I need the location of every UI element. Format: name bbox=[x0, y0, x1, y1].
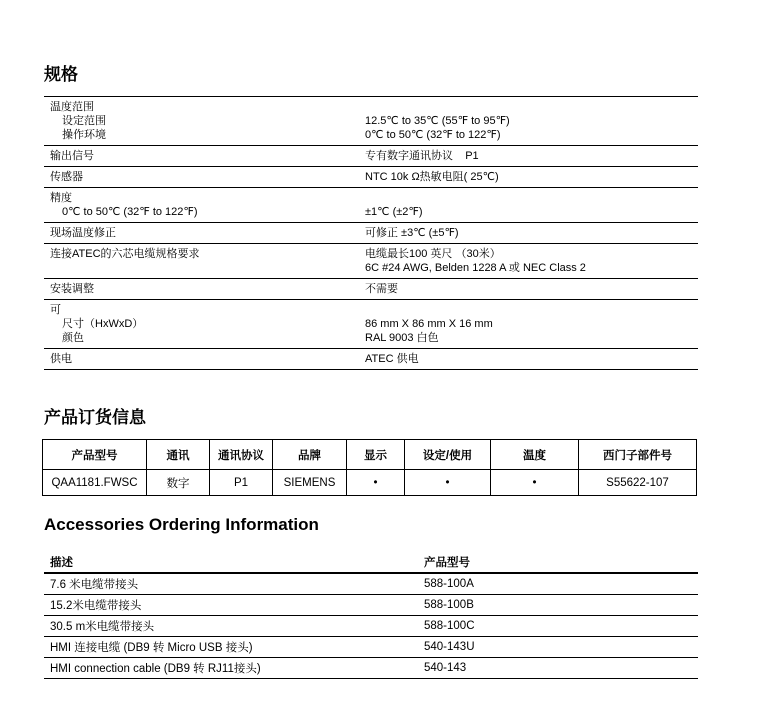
spec-value: 12.5℃ to 35℃ (55℉ to 95℉) bbox=[365, 115, 510, 127]
spec-value: ±1℃ (±2℉) bbox=[365, 206, 423, 218]
header-cell: 产品型号 bbox=[424, 557, 470, 569]
accessory-row bbox=[44, 616, 698, 637]
spec-label: 可 bbox=[50, 304, 61, 316]
header-cell: 品牌 bbox=[273, 440, 347, 470]
accessory-part-number: 540-143 bbox=[424, 662, 467, 674]
table-cell: SIEMENS bbox=[273, 470, 347, 496]
header-cell: 描述 bbox=[50, 557, 73, 569]
accessory-description: HMI 连接电缆 (DB9 转 Micro USB 接头) bbox=[50, 642, 253, 654]
spec-sublabel: 颜色 bbox=[62, 332, 84, 344]
spec-label: 传感器 bbox=[50, 171, 83, 183]
spec-row-cable bbox=[44, 244, 698, 279]
header-cell: 西门子部件号 bbox=[579, 440, 697, 470]
accessory-description: HMI connection cable (DB9 转 RJ11接头) bbox=[50, 663, 261, 675]
spec-value: 不需要 bbox=[365, 283, 398, 295]
accessory-description: 15.2米电缆带接头 bbox=[50, 600, 142, 612]
accessory-row bbox=[44, 637, 698, 658]
table-cell: P1 bbox=[210, 470, 273, 496]
ordering-table bbox=[42, 439, 697, 496]
ordering-data-row bbox=[43, 470, 697, 496]
spec-value: 6C #24 AWG, Belden 1228 A 或 NEC Class 2 bbox=[365, 262, 586, 274]
spec-row-accuracy bbox=[44, 188, 698, 223]
header-cell: 温度 bbox=[491, 440, 579, 470]
spec-value: NTC 10k Ω热敏电阻( 25℃) bbox=[365, 171, 499, 183]
accessory-row bbox=[44, 595, 698, 616]
table-cell: • bbox=[405, 470, 491, 496]
header-cell: 通讯 bbox=[147, 440, 210, 470]
accessory-part-number: 540-143U bbox=[424, 641, 475, 653]
header-cell: 通讯协议 bbox=[210, 440, 273, 470]
accessory-part-number: 588-100C bbox=[424, 620, 475, 632]
spec-row-install bbox=[44, 279, 698, 300]
accessories-title: Accessories Ordering Information bbox=[44, 515, 319, 534]
ordering-header-row bbox=[43, 440, 697, 470]
header-cell: 产品型号 bbox=[43, 440, 147, 470]
spec-sublabel: 0℃ to 50℃ (32℉ to 122℉) bbox=[62, 206, 198, 218]
spec-sublabel: 尺寸（HxWxD） bbox=[62, 318, 144, 330]
spec-label: 现场温度修正 bbox=[50, 227, 116, 239]
spec-value: 86 mm X 86 mm X 16 mm bbox=[365, 318, 493, 330]
table-cell: • bbox=[491, 470, 579, 496]
spec-row-output-signal bbox=[44, 146, 698, 167]
accessory-part-number: 588-100B bbox=[424, 599, 474, 611]
spec-row-offset bbox=[44, 223, 698, 244]
spec-value: RAL 9003 白色 bbox=[365, 332, 439, 344]
accessory-part-number: 588-100A bbox=[424, 578, 474, 590]
spec-label: 供电 bbox=[50, 353, 72, 365]
accessory-row bbox=[44, 658, 698, 679]
accessory-row bbox=[44, 574, 698, 595]
ordering-title: 产品订货信息 bbox=[44, 408, 146, 427]
accessories-header-row bbox=[44, 552, 698, 574]
spec-label: 精度 bbox=[50, 192, 72, 204]
table-cell: S55622-107 bbox=[579, 470, 697, 496]
spec-row-dimensions bbox=[44, 300, 698, 349]
header-cell: 设定/使用 bbox=[405, 440, 491, 470]
spec-label: 温度范围 bbox=[50, 101, 94, 113]
spec-label: 安装调整 bbox=[50, 283, 94, 295]
table-cell: • bbox=[347, 470, 405, 496]
accessory-description: 7.6 米电缆带接头 bbox=[50, 579, 139, 591]
spec-sublabel: 操作环境 bbox=[62, 129, 106, 141]
spec-label: 连接ATEC的六芯电缆规格要求 bbox=[50, 248, 200, 260]
table-cell: QAA1181.FWSC bbox=[43, 470, 147, 496]
spec-value: 电缆最长100 英尺 （30米） bbox=[365, 248, 501, 260]
spec-value: 专有数字通讯协议 P1 bbox=[365, 150, 479, 162]
accessory-description: 30.5 m米电缆带接头 bbox=[50, 621, 155, 633]
header-cell: 显示 bbox=[347, 440, 405, 470]
table-cell: 数字 bbox=[147, 470, 210, 496]
spec-value: 可修正 ±3℃ (±5℉) bbox=[365, 227, 459, 239]
accessories-table bbox=[44, 552, 698, 679]
spec-sublabel: 设定范围 bbox=[62, 115, 106, 127]
spec-row-sensor bbox=[44, 167, 698, 188]
spec-value: 0℃ to 50℃ (32℉ to 122℉) bbox=[365, 129, 501, 141]
spec-label: 输出信号 bbox=[50, 150, 94, 162]
spec-row-temperature-range bbox=[44, 97, 698, 146]
specs-table bbox=[44, 96, 698, 370]
spec-row-power bbox=[44, 349, 698, 369]
spec-value: ATEC 供电 bbox=[365, 353, 419, 365]
specs-title: 规格 bbox=[44, 65, 78, 84]
